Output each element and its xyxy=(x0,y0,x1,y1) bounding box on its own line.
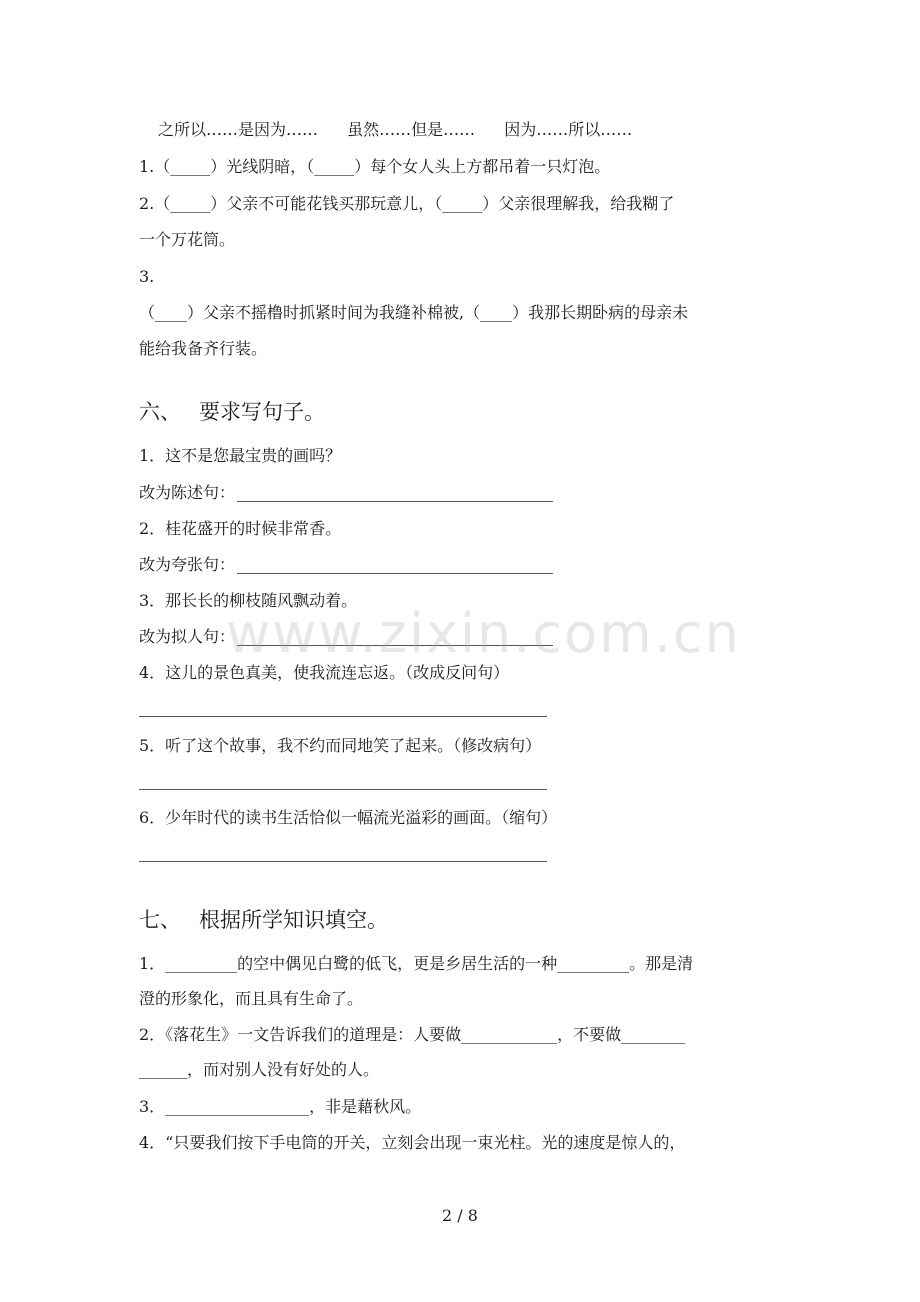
watermark: www.zixin.com.cn xyxy=(226,602,741,665)
page-number: 2 / 8 xyxy=(442,1206,478,1225)
conjunction-options xyxy=(158,119,656,141)
s7-question-2-line-2: ______，而对别人没有好处的人。 xyxy=(139,1060,380,1079)
s6-question-5-answer-line[interactable] xyxy=(139,789,547,790)
s6-question-2-prompt: 改为夸张句： xyxy=(139,555,236,574)
section-7-heading xyxy=(139,906,388,934)
section-7-number: 七、 xyxy=(139,908,181,932)
s6-question-6-answer-line[interactable] xyxy=(139,861,547,862)
s5-question-3-line-2: 能给我备齐行装。 xyxy=(139,339,268,358)
s6-question-1: 1．这不是您最宝贵的画吗？ xyxy=(139,446,342,465)
s5-question-3-number: 3. xyxy=(139,267,155,286)
s5-question-2-line-1: 2.（_____）父亲不可能花钱买那玩意儿，（_____）父亲很理解我，给我糊了 xyxy=(139,194,675,213)
s6-question-3: 3．那长长的柳枝随风飘动着。 xyxy=(139,591,358,610)
s7-question-4: 4．“只要我们按下手电筒的开关，立刻会出现一束光柱。光的速度是惊人的， xyxy=(139,1133,686,1152)
s6-question-2-answer xyxy=(139,554,553,576)
s7-question-2-line-1: 2．《落花生》一文告诉我们的道理是：人要做____________，不要做________ xyxy=(139,1025,686,1044)
section-7-title: 根据所学知识填空。 xyxy=(199,908,388,932)
s6-question-5: 5．听了这个故事，我不约而同地笑了起来。（修改病句） xyxy=(139,736,542,755)
section-6-number: 六、 xyxy=(139,400,181,424)
s6-question-2: 2．桂花盛开的时候非常香。 xyxy=(139,519,342,538)
s6-question-6: 6．少年时代的读书生活恰似一幅流光溢彩的画面。（缩句） xyxy=(139,808,558,827)
s5-question-3-line-1: （____）父亲不摇橹时抓紧时间为我缝补棉被,（____）我那长期卧病的母亲未 xyxy=(139,303,689,322)
option-3: 因为……所以…… xyxy=(504,120,633,139)
s6-question-4: 4．这儿的景色真美，使我流连忘返。（改成反问句） xyxy=(139,663,510,682)
section-6-title: 要求写句子。 xyxy=(199,400,325,424)
option-1: 之所以……是因为…… xyxy=(158,120,319,139)
s5-question-2-line-2: 一个万花筒。 xyxy=(139,230,236,249)
s5-question-1: 1.（_____）光线阴暗，（_____）每个女人头上方都吊着一只灯泡。 xyxy=(139,157,611,176)
s7-question-3: 3．__________________，非是藉秋风。 xyxy=(139,1097,422,1116)
s7-question-1-line-1: 1．_________的空中偶见白鹭的低飞，更是乡居生活的一种_________。那是清 xyxy=(139,954,694,973)
option-2: 虽然……但是…… xyxy=(347,120,476,139)
answer-blank[interactable] xyxy=(237,573,553,574)
s6-question-3-prompt: 改为拟人句： xyxy=(139,627,236,646)
s6-question-1-prompt: 改为陈述句： xyxy=(139,483,236,502)
s6-question-4-answer-line[interactable] xyxy=(139,716,547,717)
s7-question-1-line-2: 澄的形象化，而且具有生命了。 xyxy=(139,989,364,1008)
section-6-heading xyxy=(139,398,325,426)
answer-blank[interactable] xyxy=(237,501,553,502)
s6-question-1-answer xyxy=(139,482,553,504)
